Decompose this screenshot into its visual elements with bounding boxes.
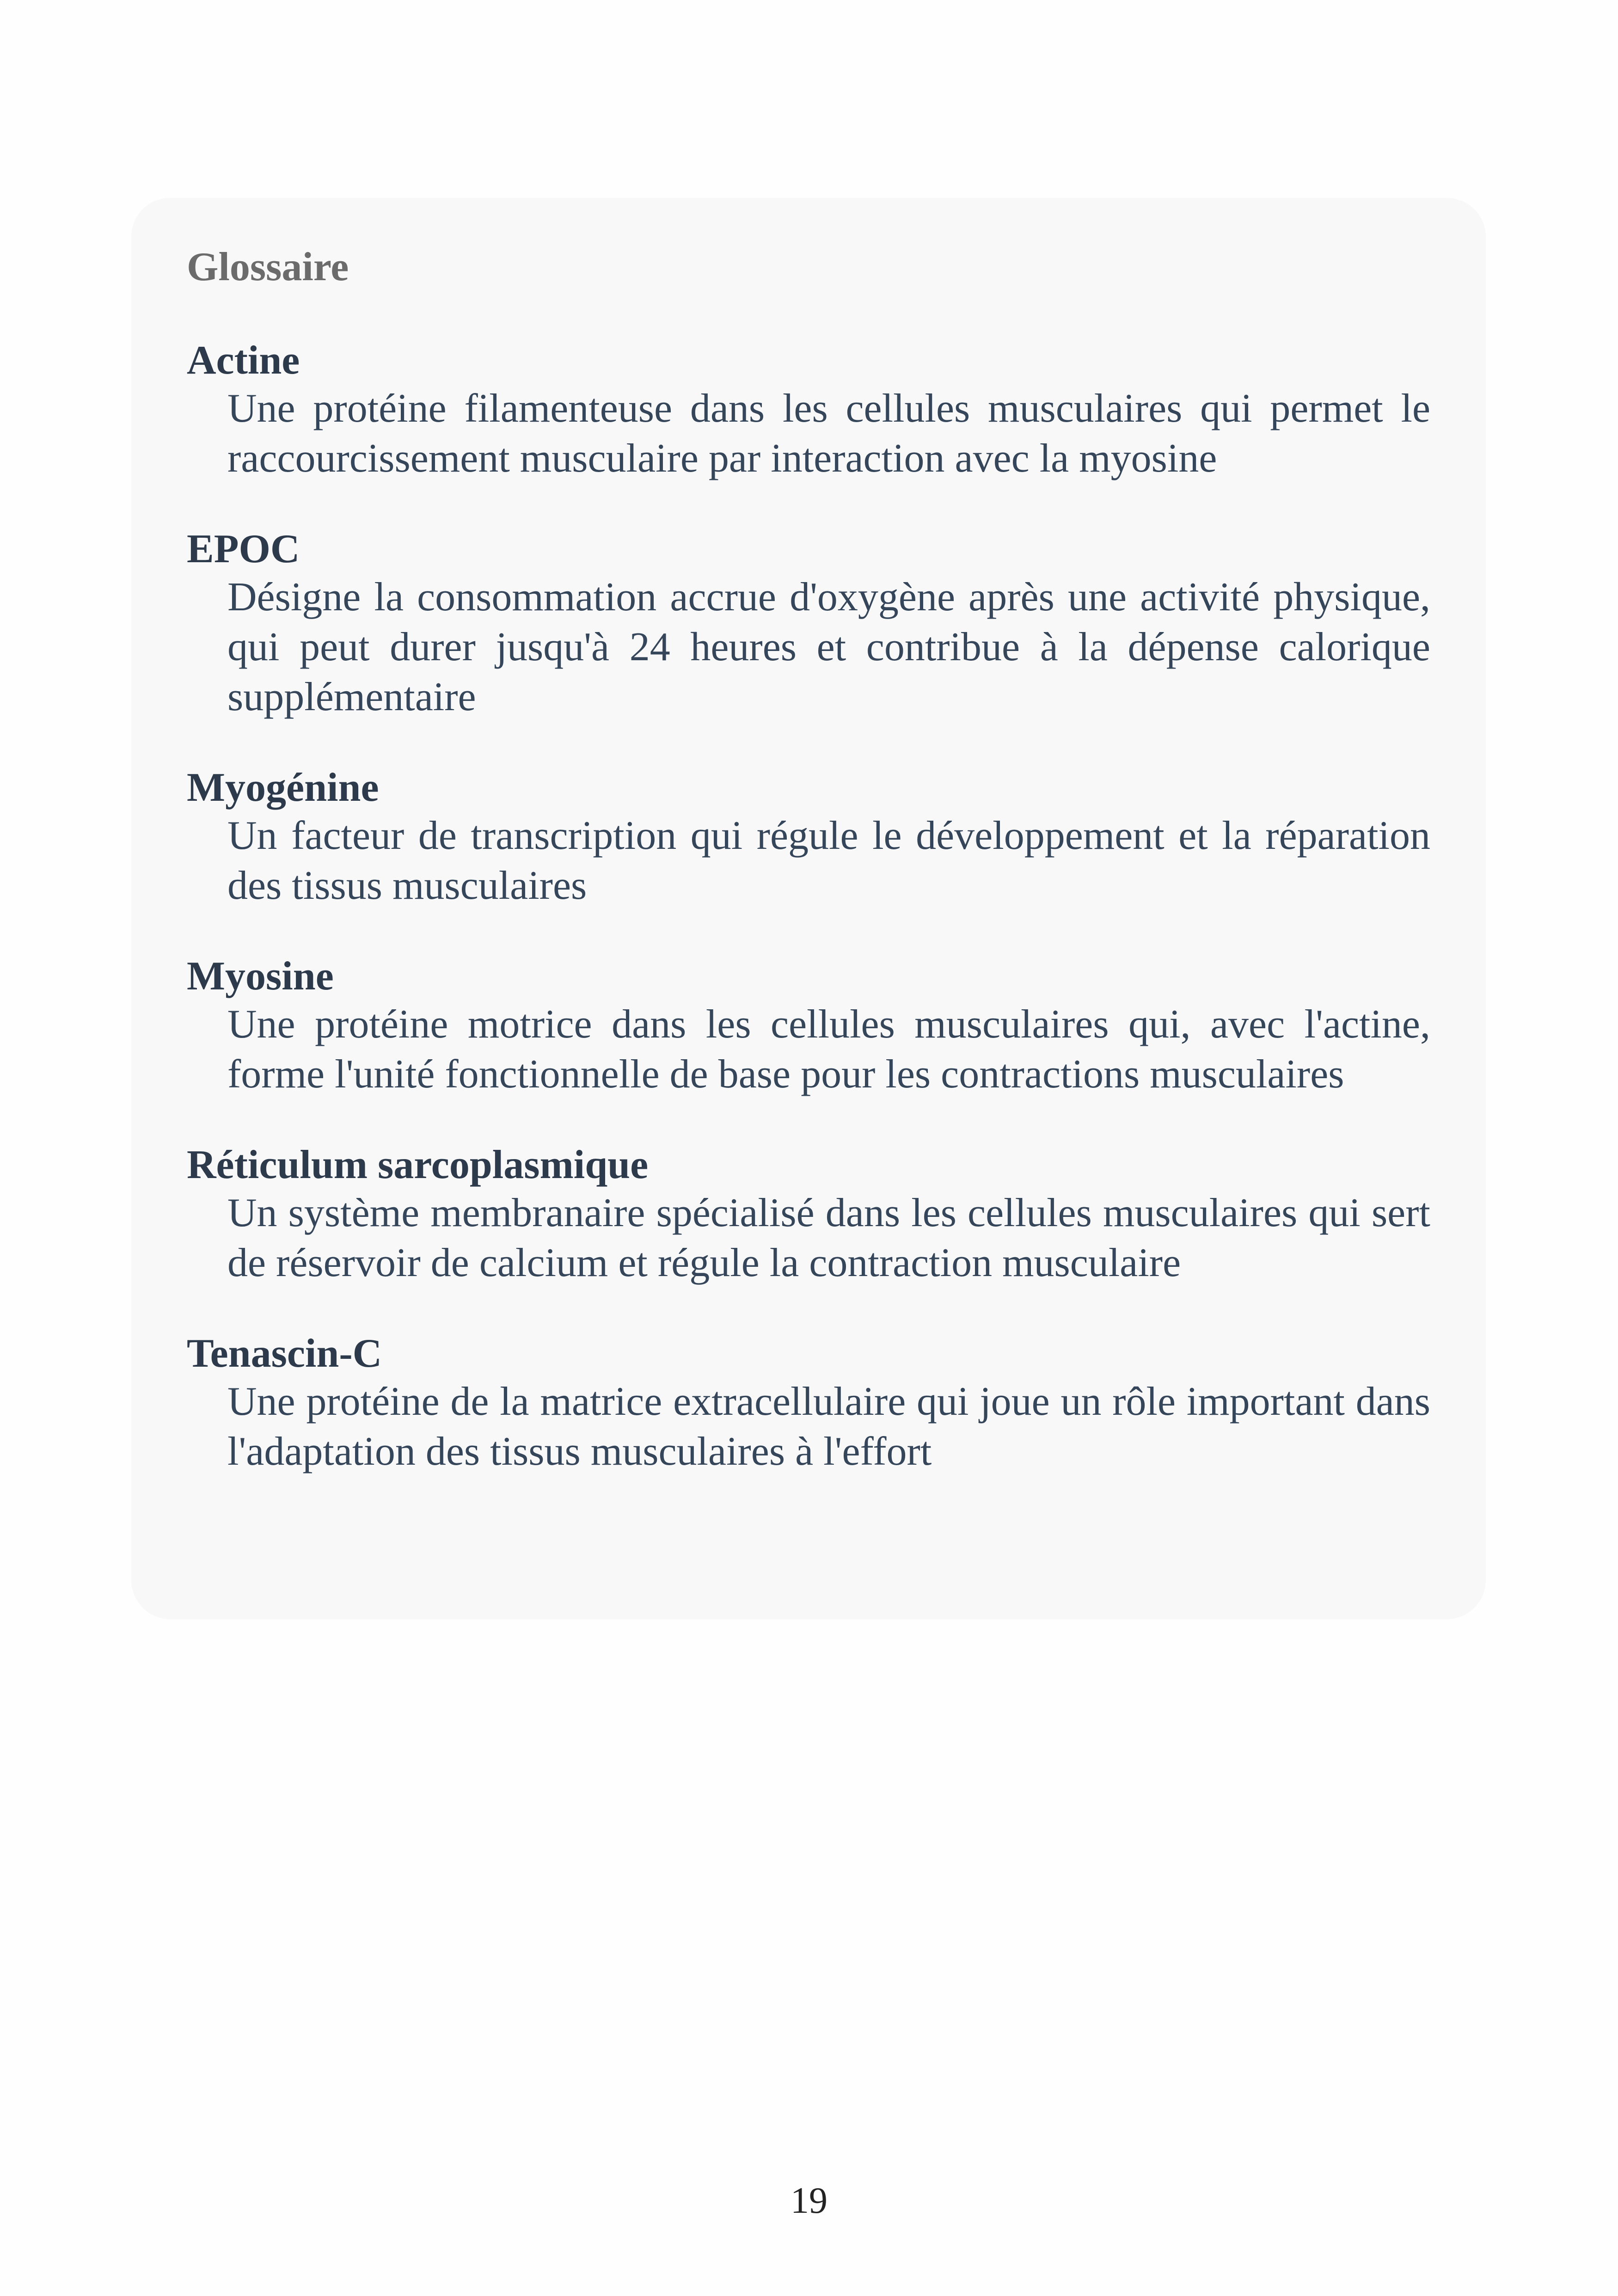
glossary-entry bbox=[187, 338, 1430, 484]
glossary-definition: Un facteur de transcription qui régule le développement et la réparation des tissus musculaires bbox=[227, 813, 1430, 908]
glossary-term: Tenascin-C bbox=[187, 1331, 382, 1376]
glossary-entry bbox=[187, 765, 1430, 911]
glossary-entries bbox=[187, 338, 1430, 1477]
glossary-term: Réticulum sarcoplasmique bbox=[187, 1142, 649, 1187]
glossary-entry bbox=[187, 1331, 1430, 1477]
glossary-entry bbox=[187, 1142, 1430, 1288]
glossary-term: Actine bbox=[187, 338, 300, 383]
glossary-box bbox=[131, 198, 1486, 1619]
glossary-definition: Une protéine filamenteuse dans les cellules musculaires qui permet le raccourcissement musculaire par interaction avec la myosine bbox=[227, 386, 1430, 481]
glossary-entry bbox=[187, 526, 1430, 722]
glossary-entry bbox=[187, 953, 1430, 1099]
glossary-term: Myosine bbox=[187, 954, 334, 999]
glossary-term: Myogénine bbox=[187, 765, 379, 810]
glossary-term: EPOC bbox=[187, 527, 300, 571]
glossary-definition: Un système membranaire spécialisé dans les cellules musculaires qui sert de réservoir de calcium et régule la contraction musculaire bbox=[227, 1191, 1430, 1285]
glossary-definition: Une protéine motrice dans les cellules musculaires qui, avec l'actine, forme l'unité fonctionnelle de base pour les contractions musculaires bbox=[227, 1002, 1430, 1097]
glossary-heading: Glossaire bbox=[187, 245, 349, 289]
page-number: 19 bbox=[791, 2180, 827, 2221]
glossary-definition: Désigne la consommation accrue d'oxygène après une activité physique, qui peut durer jusqu'à 24 heures et contribue à la dépense calorique supplémentaire bbox=[227, 575, 1430, 719]
glossary-definition: Une protéine de la matrice extracellulaire qui joue un rôle important dans l'adaptation des tissus musculaires à l'effort bbox=[227, 1379, 1430, 1474]
